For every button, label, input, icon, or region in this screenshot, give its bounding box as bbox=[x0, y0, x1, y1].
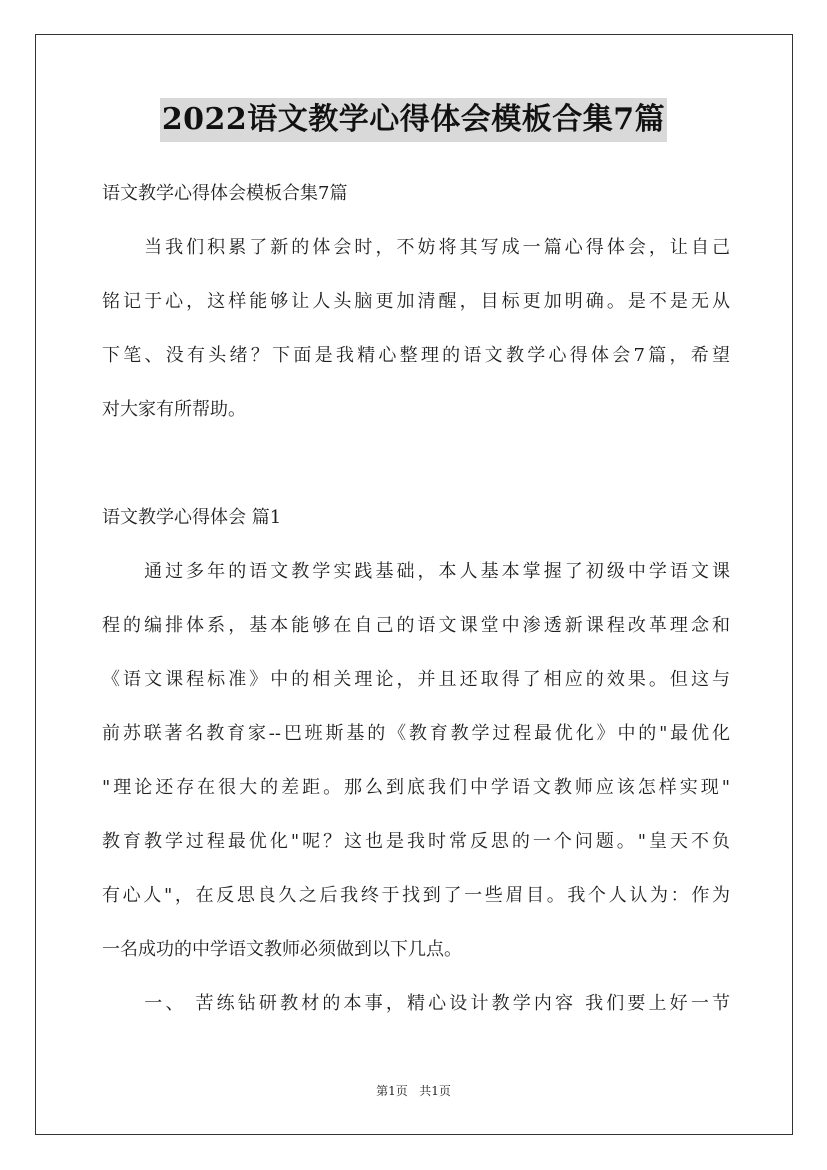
body-line: 一、 苦练钻研教材的本事，精心设计教学内容 我们要上好一节 bbox=[102, 993, 730, 1014]
body-line: 一名成功的中学语文教师必须做到以下几点。 bbox=[102, 939, 462, 960]
body-line: 教育教学过程最优化"呢？这也是我时常反思的一个问题。"皇天不负 bbox=[102, 831, 730, 852]
body-line: 前苏联著名教育家--巴班斯基的《教育教学过程最优化》中的"最优化 bbox=[102, 723, 730, 744]
intro-line: 对大家有所帮助。 bbox=[102, 399, 246, 420]
body-line: 通过多年的语文教学实践基础，本人基本掌握了初级中学语文课 bbox=[102, 561, 730, 582]
body-line: 程的编排体系，基本能够在自己的语文课堂中渗透新课程改革理念和 bbox=[102, 615, 730, 636]
body-line: 《语文课程标准》中的相关理论，并且还取得了相应的效果。但这与 bbox=[102, 669, 730, 690]
section-heading: 语文教学心得体会 篇1 bbox=[102, 507, 282, 528]
body-line: 有心人"，在反思良久之后我终于找到了一些眉目。我个人认为：作为 bbox=[102, 885, 730, 906]
body-line: "理论还存在很大的差距。那么到底我们中学语文教师应该怎样实现" bbox=[102, 777, 730, 798]
intro-line: 当我们积累了新的体会时，不妨将其写成一篇心得体会，让自己 bbox=[102, 237, 730, 258]
document-title: 2022语文教学心得体会模板合集7篇 bbox=[160, 98, 667, 142]
title-wrap bbox=[0, 98, 827, 142]
page-total: 共1页 bbox=[419, 1084, 451, 1098]
intro-line: 铭记于心，这样能够让人头脑更加清醒，目标更加明确。是不是无从 bbox=[102, 291, 730, 312]
page-number: 第1页 bbox=[376, 1084, 408, 1098]
page-footer bbox=[0, 1083, 827, 1099]
intro-line: 下笔、没有头绪？下面是我精心整理的语文教学心得体会7篇，希望 bbox=[102, 345, 730, 366]
subtitle: 语文教学心得体会模板合集7篇 bbox=[102, 183, 348, 204]
